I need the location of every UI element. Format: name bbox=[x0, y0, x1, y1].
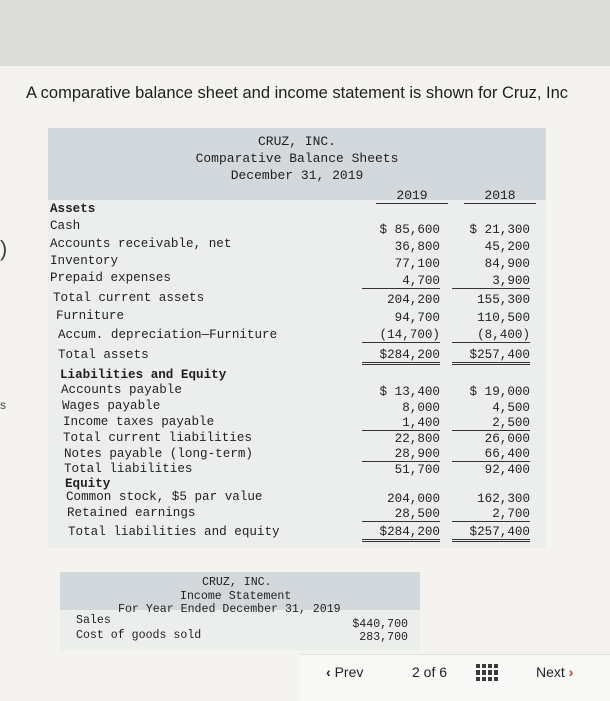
tle-2019: $284,200 bbox=[362, 525, 440, 542]
re-label: Retained earnings bbox=[67, 506, 196, 520]
le-heading: Liabilities and Equity bbox=[60, 368, 227, 382]
tl-label: Total liabilities bbox=[64, 462, 193, 476]
cogs-value: 283,700 bbox=[359, 631, 408, 644]
wages-label: Wages payable bbox=[62, 399, 161, 413]
ap-2019: $ 13,400 bbox=[379, 385, 440, 399]
col-2018-header: 2018 bbox=[464, 188, 536, 204]
tca-2019: 204,200 bbox=[387, 293, 440, 307]
tca-2018: 155,300 bbox=[477, 293, 530, 307]
ar-2019: 36,800 bbox=[394, 240, 440, 254]
next-button[interactable] bbox=[536, 664, 573, 680]
ar-2018: 45,200 bbox=[484, 240, 530, 254]
grid-icon[interactable] bbox=[476, 664, 498, 681]
is-period: For Year Ended December 31, 2019 bbox=[118, 603, 341, 616]
ap-label: Accounts payable bbox=[61, 383, 182, 397]
is-company: CRUZ, INC. bbox=[202, 576, 272, 589]
np-2019: 28,900 bbox=[362, 447, 440, 462]
equity-heading: Equity bbox=[65, 477, 111, 491]
furniture-2018: 110,500 bbox=[477, 311, 530, 325]
tl-2019: 51,700 bbox=[394, 463, 440, 477]
furniture-2019: 94,700 bbox=[394, 311, 440, 325]
page-indicator: 2 of 6 bbox=[412, 664, 448, 680]
chevron-left-icon: ‹ bbox=[326, 664, 331, 680]
tcl-2019: 22,800 bbox=[394, 432, 440, 446]
ar-label: Accounts receivable, net bbox=[50, 237, 232, 251]
furniture-label: Furniture bbox=[56, 309, 125, 323]
tcl-2018: 26,000 bbox=[484, 432, 530, 446]
re-2018: 2,700 bbox=[452, 507, 530, 522]
prepaid-2018: 3,900 bbox=[452, 274, 530, 289]
ap-2018: $ 19,000 bbox=[469, 385, 530, 399]
bs-company: CRUZ, INC. bbox=[257, 134, 336, 149]
edge-letter: s bbox=[0, 398, 6, 412]
sales-label: Sales bbox=[76, 614, 111, 627]
chevron-right-icon: › bbox=[568, 664, 574, 680]
ta-2019: $284,200 bbox=[362, 348, 440, 365]
wages-2018: 4,500 bbox=[492, 401, 530, 415]
cash-2018: $ 21,300 bbox=[469, 223, 530, 237]
inventory-2018: 84,900 bbox=[484, 257, 530, 271]
cash-2019: $ 85,600 bbox=[379, 223, 440, 237]
ta-2018: $257,400 bbox=[452, 348, 530, 365]
prepaid-2019: 4,700 bbox=[362, 274, 440, 289]
tcl-label: Total current liabilities bbox=[63, 431, 252, 445]
itp-label: Income taxes payable bbox=[63, 415, 215, 429]
ta-label: Total assets bbox=[58, 348, 149, 362]
cs-2018: 162,300 bbox=[477, 492, 530, 506]
cogs-label: Cost of goods sold bbox=[76, 629, 202, 642]
prev-button[interactable] bbox=[326, 664, 363, 680]
cs-2019: 204,000 bbox=[387, 492, 440, 506]
is-title: Income Statement bbox=[180, 590, 292, 603]
itp-2018: 2,500 bbox=[452, 416, 530, 431]
sales-value: $440,700 bbox=[352, 618, 408, 631]
tca-label: Total current assets bbox=[53, 291, 205, 305]
accum-label: Accum. depreciation—Furniture bbox=[58, 328, 278, 342]
intro-text: A comparative balance sheet and income statement is shown for Cruz, Inc bbox=[26, 84, 569, 102]
tle-2018: $257,400 bbox=[452, 525, 530, 542]
prev-label: Prev bbox=[334, 664, 364, 680]
tl-2018: 92,400 bbox=[484, 463, 530, 477]
edge-bracket: ) bbox=[0, 236, 8, 261]
itp-2019: 1,400 bbox=[362, 416, 440, 431]
assets-heading: Assets bbox=[50, 202, 96, 216]
col-2019-header: 2019 bbox=[376, 188, 448, 204]
np-2018: 66,400 bbox=[452, 447, 530, 462]
top-band bbox=[0, 0, 610, 66]
cash-label: Cash bbox=[50, 219, 81, 233]
bs-date: December 31, 2019 bbox=[230, 168, 364, 183]
next-label: Next bbox=[536, 664, 565, 680]
accum-2018: (8,400) bbox=[452, 328, 530, 343]
np-label: Notes payable (long-term) bbox=[64, 447, 253, 461]
inventory-label: Inventory bbox=[50, 254, 119, 268]
inventory-2019: 77,100 bbox=[394, 257, 440, 271]
accum-2019: (14,700) bbox=[362, 328, 440, 343]
prepaid-label: Prepaid expenses bbox=[50, 271, 171, 285]
re-2019: 28,500 bbox=[362, 507, 440, 522]
bs-title: Comparative Balance Sheets bbox=[195, 151, 399, 166]
tle-label: Total liabilities and equity bbox=[68, 525, 280, 539]
cs-label: Common stock, $5 par value bbox=[66, 490, 263, 504]
wages-2019: 8,000 bbox=[402, 401, 440, 415]
